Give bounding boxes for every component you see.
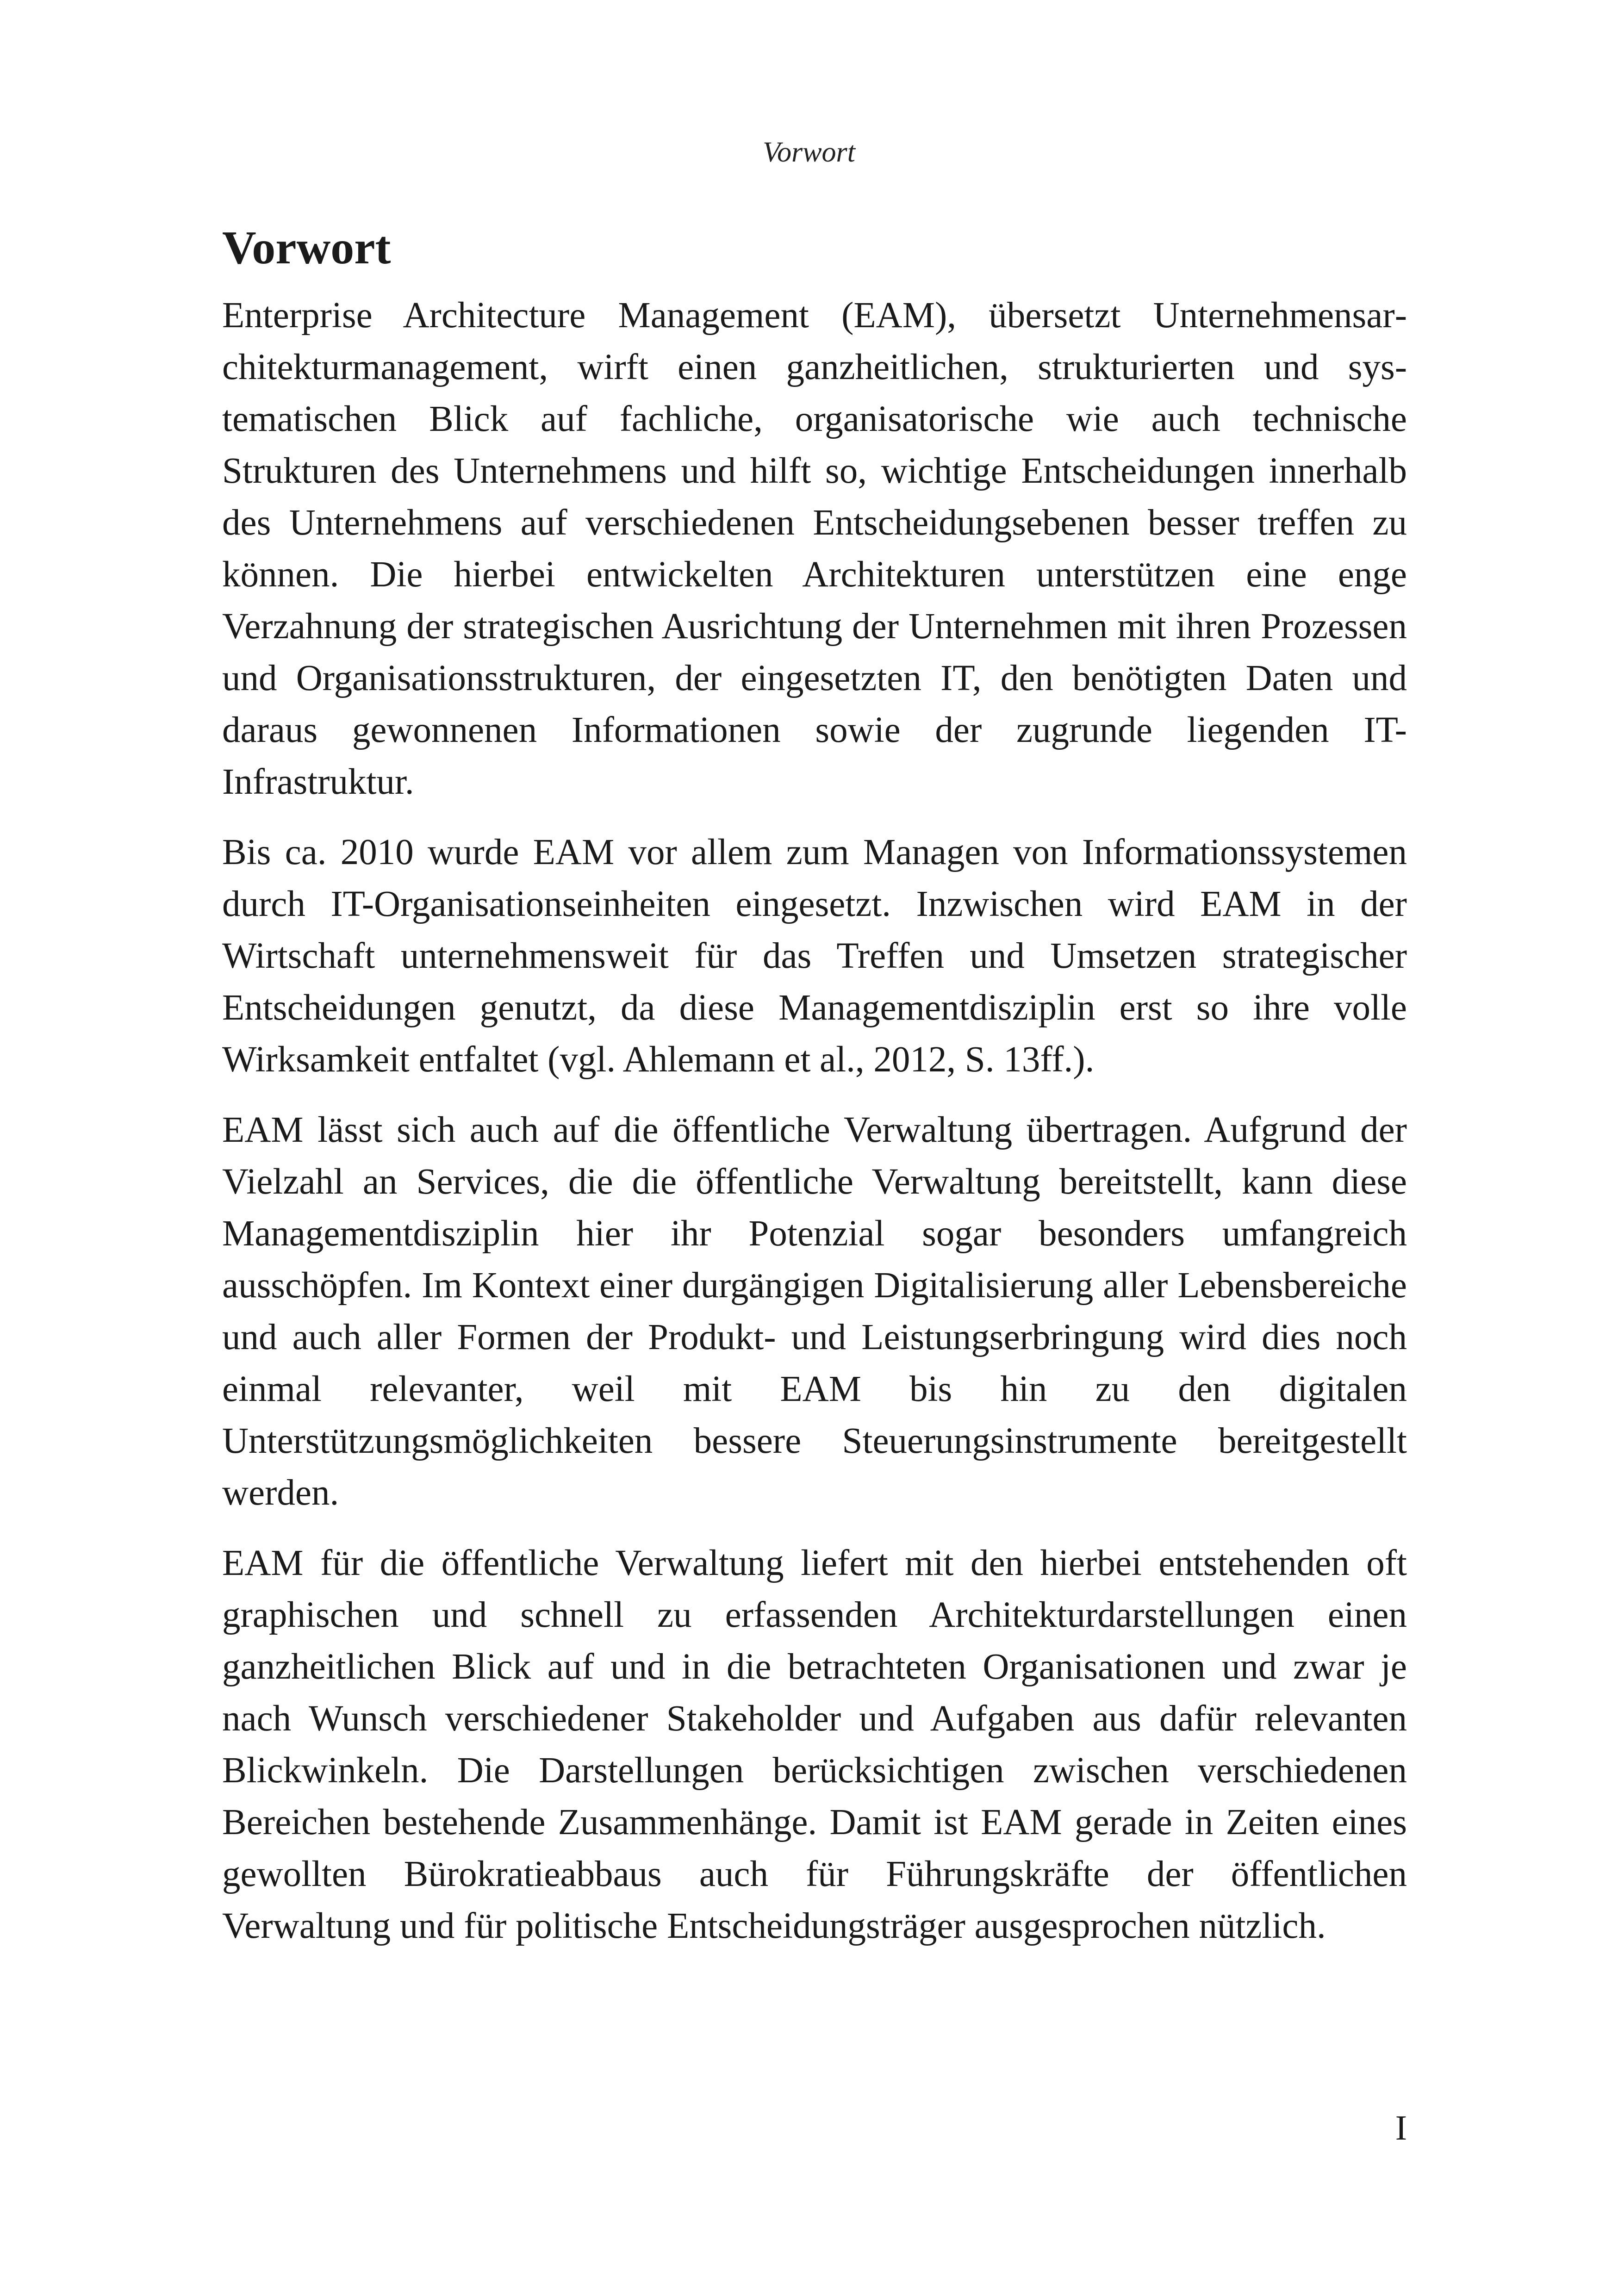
paragraph-1: Enterprise Architecture Management (EAM), übersetzt Unternehmensarchitekturmanagement, wirft einen ganzheitlichen, strukturierten und systematischen Blick auf fachliche, organisatorische wie auch technische Strukturen des Unternehmens und hilft so, wichtige Entscheidungen innerhalb des Unternehmens auf verschiedenen Entscheidungsebenen besser treffen zu können. Die hierbei entwickelten Architekturen unterstützen eine enge Verzahnung der strategischen Ausrichtung der Unternehmen mit ihren Prozessen und Organisationsstrukturen, der eingesetzten IT, den benötigten Daten und daraus gewonnenen Informationen sowie der zugrunde liegenden IT-Infrastruktur. <box>222 295 1407 803</box>
paragraph-4: EAM für die öffentliche Verwaltung liefert mit den hierbei entstehenden oft graphischen und schnell zu erfassenden Architekturdarstellungen einen ganzheitlichen Blick auf und in die betrachteten Organisationen und zwar je nach Wunsch verschiedener Stakeholder und Aufgaben aus dafür relevanten Blickwinkeln. Die Darstellungen berücksichtigen zwischen verschiedenen Bereichen bestehende Zusammenhänge. Damit ist EAM gerade in Zeiten eines gewollten Bürokratieabbaus auch für Führungskräfte der öffentlichen Verwaltung und für politische Entscheidungsträger ausgesprochen nützlich. <box>222 1543 1407 1947</box>
running-header: Vorwort <box>763 137 855 168</box>
page-body <box>222 222 1407 1971</box>
page-title: Vorwort <box>222 222 391 274</box>
paragraph-3: EAM lässt sich auch auf die öffentliche Verwaltung übertragen. Aufgrund der Vielzahl an Services, die die öffentliche Verwaltung bereitstellt, kann diese Managementdisziplin hier ihr Potenzial sogar besonders umfangreich ausschöpfen. Im Kontext einer durgängigen Digitalisierung aller Lebensbereiche und auch aller Formen der Produkt- und Leistungserbringung wird dies noch einmal relevanter, weil mit EAM bis hin zu den digitalen Unterstützungsmöglichkeiten bessere Steuerungsinstrumente bereitgestellt werden. <box>222 1110 1407 1513</box>
paragraph-2: Bis ca. 2010 wurde EAM vor allem zum Managen von Informationssystemen durch IT-Organisationseinheiten eingesetzt. Inzwischen wird EAM in der Wirtschaft unternehmensweit für das Treffen und Umsetzen strategischer Entscheidungen genutzt, da diese Managementdisziplin erst so ihre volle Wirksamkeit entfaltet (vgl. Ahlemann et al., 2012, S. 13ff.). <box>222 832 1407 1080</box>
page-number: I <box>1395 2109 1407 2147</box>
